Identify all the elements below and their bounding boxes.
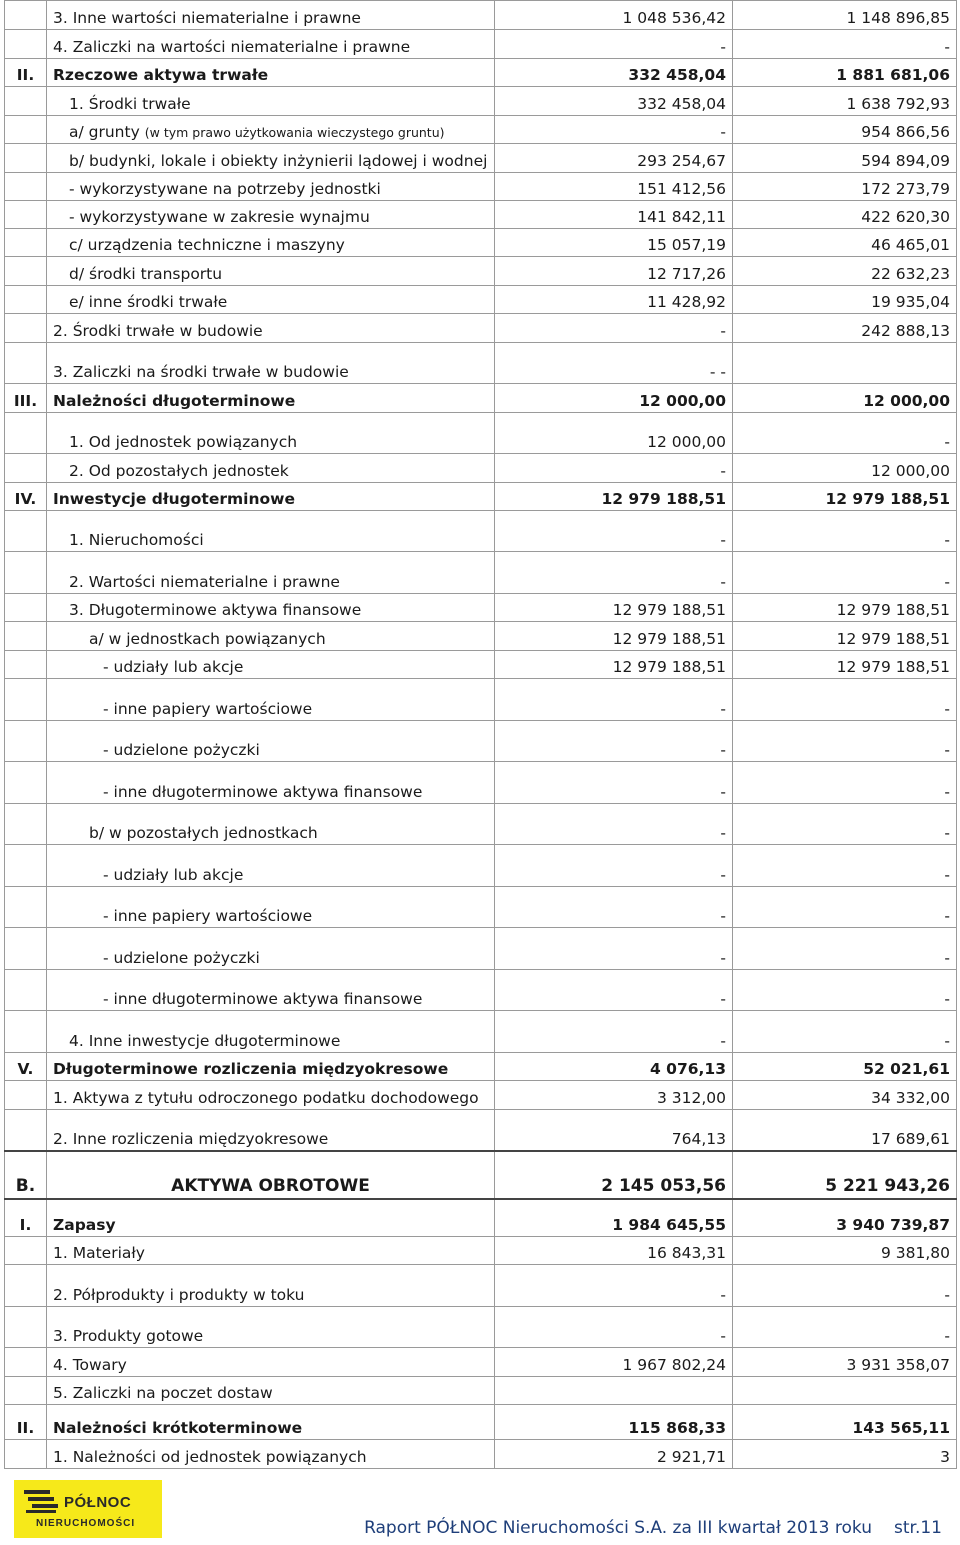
value-previous: 293 254,67	[495, 144, 733, 173]
table-row	[5, 116, 957, 144]
table-row	[5, 1, 957, 30]
value-previous: 332 458,04	[495, 87, 733, 116]
value-previous: -	[495, 1307, 733, 1348]
value-previous: 12 979 188,51	[495, 594, 733, 622]
value-current: 19 935,04	[733, 286, 957, 314]
table-row	[5, 1265, 957, 1307]
value-previous: 1 984 645,55	[495, 1199, 733, 1237]
table-row	[5, 1440, 957, 1469]
value-current	[733, 1377, 957, 1405]
value-current: -	[733, 552, 957, 594]
row-number: B.	[5, 1151, 47, 1199]
row-label	[47, 1151, 495, 1199]
row-label	[47, 970, 495, 1011]
row-number	[5, 343, 47, 384]
table-row	[5, 1081, 957, 1110]
value-previous: -	[495, 762, 733, 804]
row-label-text: a/ grunty	[69, 123, 140, 141]
row-number	[5, 229, 47, 257]
table-row	[5, 1405, 957, 1440]
row-number	[5, 257, 47, 286]
value-previous: -	[495, 1011, 733, 1053]
row-label-text: b/ budynki, lokale i obiekty inżynierii lądowej i wodnej	[69, 152, 488, 170]
value-current: 3 940 739,87	[733, 1199, 957, 1237]
row-label-text: 2. Od pozostałych jednostek	[69, 462, 289, 480]
row-label-text: 2. Półprodukty i produkty w toku	[53, 1286, 305, 1304]
row-label-text: 4. Towary	[53, 1356, 127, 1374]
row-label-text: Długoterminowe rozliczenia międzyokresowe	[53, 1060, 449, 1078]
value-current: -	[733, 928, 957, 970]
row-number: IV.	[5, 483, 47, 511]
row-label-text: Należności krótkoterminowe	[53, 1419, 303, 1437]
balance-sheet-body	[5, 1, 957, 1469]
value-current: 3 931 358,07	[733, 1348, 957, 1377]
value-previous: 115 868,33	[495, 1405, 733, 1440]
row-label	[47, 804, 495, 845]
table-row	[5, 144, 957, 173]
value-current: 3	[733, 1440, 957, 1469]
row-label	[47, 1377, 495, 1405]
row-label-text: - inne długoterminowe aktywa finansowe	[103, 990, 423, 1008]
value-previous: -	[495, 116, 733, 144]
row-label-text: Rzeczowe aktywa trwałe	[53, 66, 269, 84]
row-number	[5, 845, 47, 887]
value-previous: 16 843,31	[495, 1237, 733, 1265]
row-label	[47, 483, 495, 511]
row-label	[47, 1237, 495, 1265]
table-row	[5, 762, 957, 804]
row-number	[5, 116, 47, 144]
row-label-text: 5. Zaliczki na poczet dostaw	[53, 1384, 273, 1402]
row-number	[5, 651, 47, 679]
row-number	[5, 1081, 47, 1110]
row-label-text: Należności długoterminowe	[53, 392, 296, 410]
row-label-text: - udziały lub akcje	[103, 658, 244, 676]
row-label-text: - udzielone pożyczki	[103, 741, 260, 759]
value-previous: 12 979 188,51	[495, 651, 733, 679]
value-previous: 12 717,26	[495, 257, 733, 286]
row-label-text: AKTYWA OBROTOWE	[171, 1175, 370, 1196]
table-row	[5, 622, 957, 651]
table-row	[5, 552, 957, 594]
row-label-text: c/ urządzenia techniczne i maszyny	[69, 236, 345, 254]
value-previous: -	[495, 552, 733, 594]
row-number	[5, 314, 47, 343]
row-label-text: b/ w pozostałych jednostkach	[89, 824, 318, 842]
row-number	[5, 454, 47, 483]
row-label-text: e/ inne środki trwałe	[69, 293, 228, 311]
value-previous: 3 312,00	[495, 1081, 733, 1110]
value-current: -	[733, 721, 957, 762]
value-current: 594 894,09	[733, 144, 957, 173]
row-label	[47, 679, 495, 721]
row-number	[5, 144, 47, 173]
value-previous: 12 000,00	[495, 384, 733, 413]
row-label-text: Inwestycje długoterminowe	[53, 490, 295, 508]
row-number	[5, 30, 47, 59]
value-current: 5 221 943,26	[733, 1151, 957, 1199]
row-label	[47, 343, 495, 384]
row-label	[47, 1265, 495, 1307]
value-previous	[495, 1377, 733, 1405]
table-row	[5, 1110, 957, 1151]
row-label-text: d/ środki transportu	[69, 265, 223, 283]
value-previous: 11 428,92	[495, 286, 733, 314]
row-number	[5, 1307, 47, 1348]
row-label	[47, 594, 495, 622]
table-row	[5, 804, 957, 845]
table-row	[5, 87, 957, 116]
row-number	[5, 594, 47, 622]
row-number	[5, 1440, 47, 1469]
value-current: 22 632,23	[733, 257, 957, 286]
logo-text-nieruchomosci: NIERUCHOMOŚCI	[36, 1518, 136, 1529]
table-row	[5, 1377, 957, 1405]
value-previous: -	[495, 928, 733, 970]
row-label-text: - inne papiery wartościowe	[103, 907, 313, 925]
value-current: 143 565,11	[733, 1405, 957, 1440]
row-label-text: - inne papiery wartościowe	[103, 700, 313, 718]
row-label-text: 2. Środki trwałe w budowie	[53, 322, 263, 340]
value-previous: -	[495, 1265, 733, 1307]
table-row	[5, 594, 957, 622]
row-label	[47, 1405, 495, 1440]
value-previous: -	[495, 804, 733, 845]
row-label-text: Zapasy	[53, 1216, 116, 1234]
value-previous: 151 412,56	[495, 173, 733, 201]
row-label	[47, 651, 495, 679]
value-current: 52 021,61	[733, 1053, 957, 1081]
table-row	[5, 511, 957, 552]
row-label	[47, 384, 495, 413]
value-previous: -	[495, 454, 733, 483]
row-label-text: 1. Środki trwałe	[69, 95, 191, 113]
value-current: 34 332,00	[733, 1081, 957, 1110]
value-current: -	[733, 679, 957, 721]
row-label-text: 2. Wartości niematerialne i prawne	[69, 573, 340, 591]
row-label	[47, 1348, 495, 1377]
table-row	[5, 384, 957, 413]
row-number	[5, 928, 47, 970]
row-label	[47, 887, 495, 928]
row-label-text: 1. Od jednostek powiązanych	[69, 433, 298, 451]
row-label	[47, 1440, 495, 1469]
report-caption	[364, 1518, 942, 1538]
value-current: 12 979 188,51	[733, 594, 957, 622]
value-current: 46 465,01	[733, 229, 957, 257]
row-label-text: - inne długoterminowe aktywa finansowe	[103, 783, 423, 801]
value-current: -	[733, 845, 957, 887]
row-number: II.	[5, 59, 47, 87]
table-row	[5, 257, 957, 286]
row-label-text: 3. Długoterminowe aktywa finansowe	[69, 601, 362, 619]
table-row	[5, 887, 957, 928]
row-label	[47, 116, 495, 144]
row-label-text: 3. Zaliczki na środki trwałe w budowie	[53, 363, 349, 381]
value-previous: 2 921,71	[495, 1440, 733, 1469]
row-label-text: - udziały lub akcje	[103, 866, 244, 884]
table-row	[5, 1237, 957, 1265]
row-label	[47, 1081, 495, 1110]
row-label	[47, 229, 495, 257]
row-number	[5, 887, 47, 928]
balance-sheet-table	[4, 0, 957, 1469]
row-label	[47, 314, 495, 343]
value-current	[733, 343, 957, 384]
value-current: 12 000,00	[733, 384, 957, 413]
value-previous: 4 076,13	[495, 1053, 733, 1081]
value-current: 954 866,56	[733, 116, 957, 144]
row-label-text: 4. Inne inwestycje długoterminowe	[69, 1032, 341, 1050]
value-previous: 332 458,04	[495, 59, 733, 87]
row-label	[47, 1307, 495, 1348]
table-row	[5, 314, 957, 343]
row-label	[47, 87, 495, 116]
row-label-text: 1. Nieruchomości	[69, 531, 204, 549]
row-label	[47, 928, 495, 970]
value-current: -	[733, 970, 957, 1011]
row-number: V.	[5, 1053, 47, 1081]
value-current: -	[733, 511, 957, 552]
table-row	[5, 229, 957, 257]
row-number	[5, 721, 47, 762]
row-label	[47, 286, 495, 314]
value-current: 17 689,61	[733, 1110, 957, 1151]
row-number	[5, 511, 47, 552]
table-row	[5, 483, 957, 511]
table-row	[5, 59, 957, 87]
row-label-text: 3. Inne wartości niematerialne i prawne	[53, 9, 361, 27]
row-number	[5, 1237, 47, 1265]
row-label-text: - udzielone pożyczki	[103, 949, 260, 967]
value-current: 12 000,00	[733, 454, 957, 483]
value-current: 1 148 896,85	[733, 1, 957, 30]
value-previous: 12 979 188,51	[495, 483, 733, 511]
value-current: -	[733, 804, 957, 845]
row-label	[47, 1011, 495, 1053]
row-label-text: - wykorzystywane na potrzeby jednostki	[69, 180, 381, 198]
row-number	[5, 87, 47, 116]
row-number	[5, 413, 47, 454]
value-previous: 2 145 053,56	[495, 1151, 733, 1199]
row-number	[5, 970, 47, 1011]
row-label	[47, 173, 495, 201]
logo-text-polnoc: PÓŁNOC	[64, 1494, 132, 1511]
row-number	[5, 762, 47, 804]
table-row	[5, 845, 957, 887]
row-label-text: - wykorzystywane w zakresie wynajmu	[69, 208, 370, 226]
row-number	[5, 201, 47, 229]
value-current: -	[733, 413, 957, 454]
table-row	[5, 1199, 957, 1237]
table-row	[5, 201, 957, 229]
value-previous: -	[495, 721, 733, 762]
row-label	[47, 511, 495, 552]
row-number	[5, 552, 47, 594]
row-label	[47, 1, 495, 30]
row-number	[5, 622, 47, 651]
value-previous: 12 000,00	[495, 413, 733, 454]
row-label	[47, 622, 495, 651]
row-number: III.	[5, 384, 47, 413]
value-previous: - -	[495, 343, 733, 384]
table-row	[5, 413, 957, 454]
row-label	[47, 59, 495, 87]
table-row	[5, 970, 957, 1011]
row-label	[47, 762, 495, 804]
value-previous: 1 967 802,24	[495, 1348, 733, 1377]
row-label-text: 3. Produkty gotowe	[53, 1327, 204, 1345]
table-row	[5, 343, 957, 384]
row-number	[5, 1265, 47, 1307]
table-row	[5, 1011, 957, 1053]
table-row	[5, 1151, 957, 1199]
value-current: -	[733, 762, 957, 804]
value-previous: -	[495, 970, 733, 1011]
table-row	[5, 286, 957, 314]
row-label	[47, 257, 495, 286]
row-label	[47, 1053, 495, 1081]
row-label-text: a/ w jednostkach powiązanych	[89, 630, 326, 648]
row-number	[5, 679, 47, 721]
table-row	[5, 1307, 957, 1348]
value-current: 12 979 188,51	[733, 622, 957, 651]
row-number: I.	[5, 1199, 47, 1237]
row-label-text: 1. Materiały	[53, 1244, 145, 1262]
row-number	[5, 804, 47, 845]
row-label	[47, 721, 495, 762]
table-row	[5, 173, 957, 201]
table-row	[5, 30, 957, 59]
row-label-note: (w tym prawo użytkowania wieczystego gruntu)	[144, 125, 445, 140]
page-number: str.11	[894, 1518, 942, 1538]
row-number: II.	[5, 1405, 47, 1440]
value-previous: 141 842,11	[495, 201, 733, 229]
value-previous: 1 048 536,42	[495, 1, 733, 30]
value-previous: -	[495, 887, 733, 928]
value-current: 1 881 681,06	[733, 59, 957, 87]
row-label-text: 1. Aktywa z tytułu odroczonego podatku dochodowego	[53, 1089, 479, 1107]
row-number	[5, 1348, 47, 1377]
row-number	[5, 286, 47, 314]
value-current: 242 888,13	[733, 314, 957, 343]
value-current: 1 638 792,93	[733, 87, 957, 116]
report-title: Raport PÓŁNOC Nieruchomości S.A. za III kwartał 2013 roku	[364, 1518, 872, 1538]
row-number	[5, 173, 47, 201]
page-footer	[0, 1478, 960, 1545]
row-label	[47, 454, 495, 483]
value-previous: -	[495, 511, 733, 552]
row-label	[47, 1199, 495, 1237]
table-row	[5, 1348, 957, 1377]
row-number	[5, 1011, 47, 1053]
row-label	[47, 413, 495, 454]
value-current: 12 979 188,51	[733, 651, 957, 679]
value-current: -	[733, 30, 957, 59]
value-current: 422 620,30	[733, 201, 957, 229]
table-row	[5, 679, 957, 721]
value-current: -	[733, 1307, 957, 1348]
row-label	[47, 1110, 495, 1151]
value-current: 172 273,79	[733, 173, 957, 201]
row-label	[47, 201, 495, 229]
row-label	[47, 30, 495, 59]
value-previous: -	[495, 679, 733, 721]
company-logo	[14, 1480, 162, 1538]
value-current: 12 979 188,51	[733, 483, 957, 511]
row-label	[47, 845, 495, 887]
value-current: -	[733, 1265, 957, 1307]
row-number	[5, 1, 47, 30]
value-current: -	[733, 1011, 957, 1053]
value-current: 9 381,80	[733, 1237, 957, 1265]
table-row	[5, 1053, 957, 1081]
value-previous: -	[495, 845, 733, 887]
value-current: -	[733, 887, 957, 928]
table-row	[5, 454, 957, 483]
row-label-text: 1. Należności od jednostek powiązanych	[53, 1448, 367, 1466]
row-number	[5, 1110, 47, 1151]
row-label	[47, 552, 495, 594]
value-previous: 15 057,19	[495, 229, 733, 257]
row-label	[47, 144, 495, 173]
row-label-text: 2. Inne rozliczenia międzyokresowe	[53, 1129, 329, 1148]
table-row	[5, 651, 957, 679]
building-logo-icon	[24, 1488, 60, 1514]
value-previous: 764,13	[495, 1110, 733, 1151]
row-label-text: 4. Zaliczki na wartości niematerialne i prawne	[53, 38, 411, 56]
row-number	[5, 1377, 47, 1405]
value-previous: -	[495, 314, 733, 343]
value-previous: 12 979 188,51	[495, 622, 733, 651]
table-row	[5, 721, 957, 762]
value-previous: -	[495, 30, 733, 59]
table-row	[5, 928, 957, 970]
